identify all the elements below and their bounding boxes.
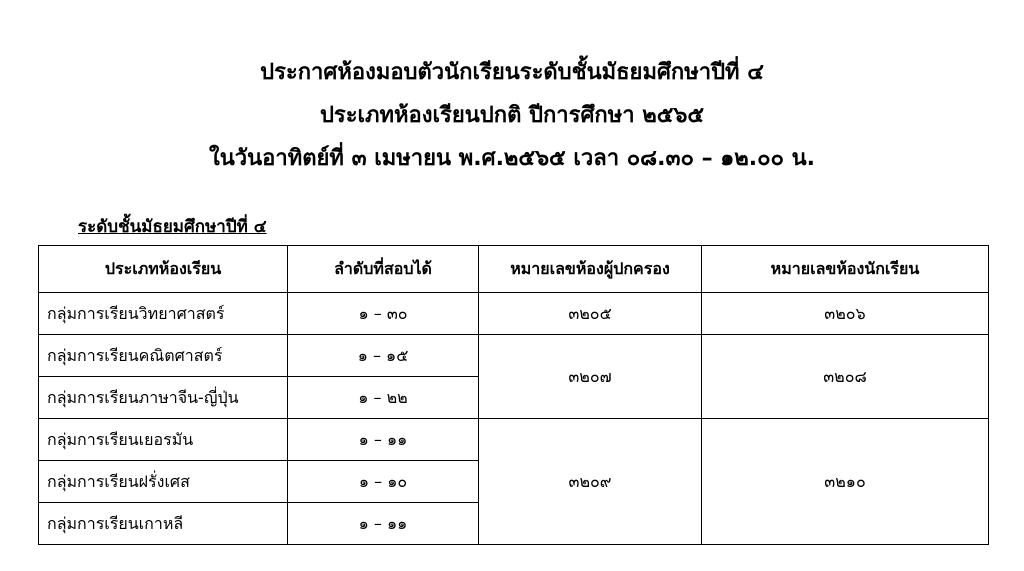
class-type-cell: กลุ่มการเรียนฝรั่งเศส xyxy=(39,461,288,503)
exam-rank-cell: ๑ – ๒๒ xyxy=(288,377,479,419)
header-student-room: หมายเลขห้องนักเรียน xyxy=(702,246,989,293)
table-row xyxy=(39,293,989,335)
announcement-title: ประกาศห้องมอบตัวนักเรียนระดับชั้นมัธยมศึกษาปีที่ ๔ xyxy=(260,60,764,85)
class-type-cell: กลุ่มการเรียนคณิตศาสตร์ xyxy=(39,335,288,377)
parent-room-cell: ๓๒๐๙ xyxy=(479,419,702,545)
exam-rank-cell: ๑ – ๑๕ xyxy=(288,335,479,377)
announcement-subtitle: ประเภทห้องเรียนปกติ ปีการศึกษา ๒๕๖๕ xyxy=(319,103,705,128)
room-assignment-table xyxy=(38,245,989,545)
announcement-date-time: ในวันอาทิตย์ที่ ๓ เมษายน พ.ศ.๒๕๖๕ เวลา ๐๘.๓๐ – ๑๒.๐๐ น. xyxy=(209,146,815,171)
student-room-cell: ๓๒๐๘ xyxy=(702,335,989,419)
header-class-type: ประเภทห้องเรียน xyxy=(39,246,288,293)
header-exam-rank: ลำดับที่สอบได้ xyxy=(288,246,479,293)
exam-rank-cell: ๑ – ๑๐ xyxy=(288,461,479,503)
exam-rank-cell: ๑ – ๓๐ xyxy=(288,293,479,335)
header-parent-room: หมายเลขห้องผู้ปกครอง xyxy=(479,246,702,293)
table-header-row xyxy=(39,246,989,293)
section-heading: ระดับชั้นมัธยมศึกษาปีที่ ๔ xyxy=(78,217,267,237)
parent-room-cell: ๓๒๐๕ xyxy=(479,293,702,335)
table-row xyxy=(39,419,989,461)
class-type-cell: กลุ่มการเรียนวิทยาศาสตร์ xyxy=(39,293,288,335)
student-room-cell: ๓๒๐๖ xyxy=(702,293,989,335)
student-room-cell: ๓๒๑๐ xyxy=(702,419,989,545)
table-row xyxy=(39,335,989,377)
class-type-cell: กลุ่มการเรียนเกาหลี xyxy=(39,503,288,545)
class-type-cell: กลุ่มการเรียนภาษาจีน-ญี่ปุ่น xyxy=(39,377,288,419)
exam-rank-cell: ๑ – ๑๑ xyxy=(288,419,479,461)
exam-rank-cell: ๑ – ๑๑ xyxy=(288,503,479,545)
class-type-cell: กลุ่มการเรียนเยอรมัน xyxy=(39,419,288,461)
parent-room-cell: ๓๒๐๗ xyxy=(479,335,702,419)
